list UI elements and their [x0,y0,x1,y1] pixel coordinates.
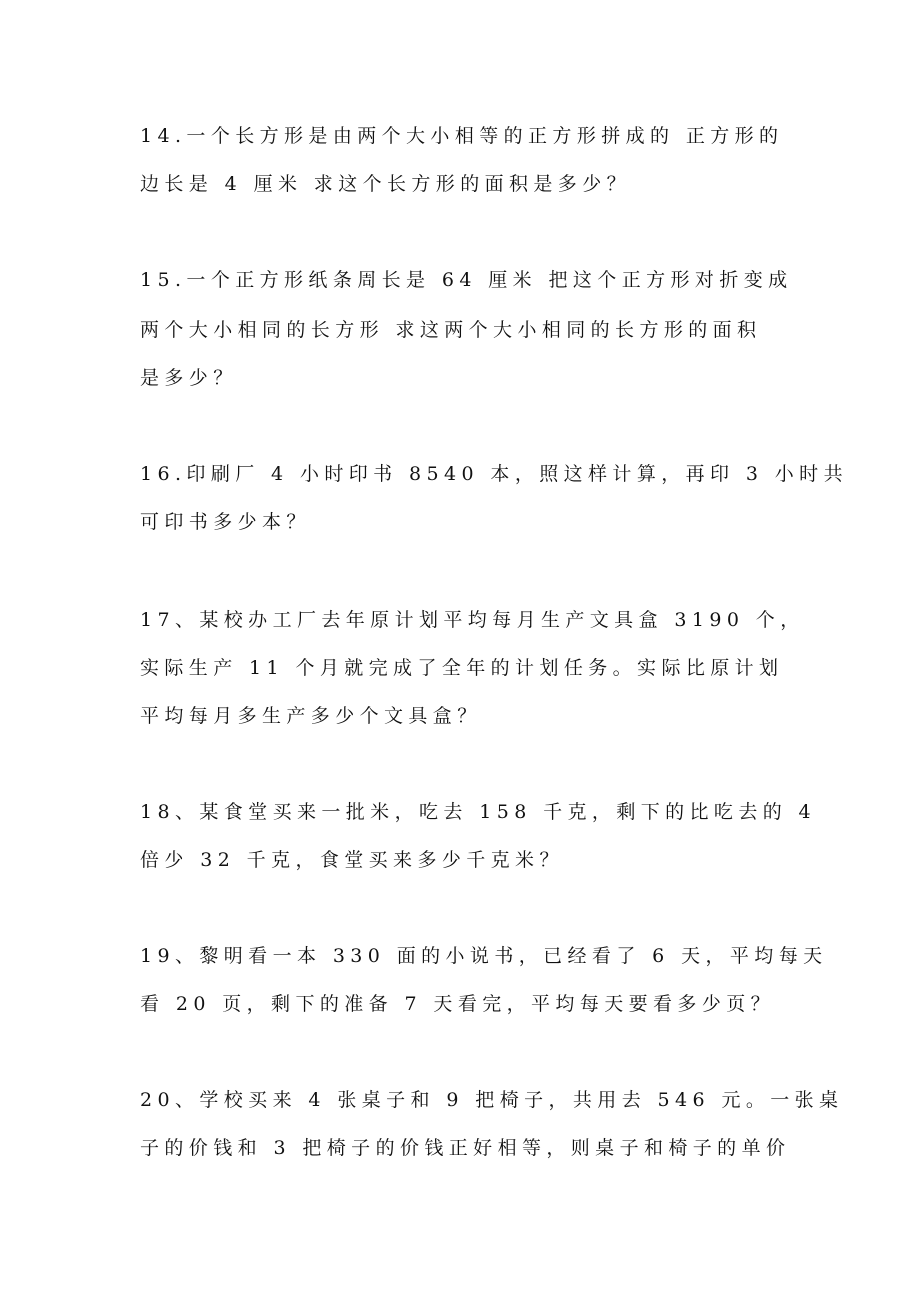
problem-14-line-1: 14.一个长方形是由两个大小相等的正方形拼成的 正方形的 [140,125,784,147]
problem-14-line-2: 边长是 4 厘米 求这个长方形的面积是多少？ [140,173,632,195]
problem-20-line-2: 子的价钱和 3 把椅子的价钱正好相等，则桌子和椅子的单价 [140,1137,791,1159]
problem-18-line-2: 倍少 32 千克，食堂买来多少千克米？ [140,849,564,871]
problem-16-line-2: 可印书多少本？ [140,511,311,533]
problem-15-line-1: 15.一个正方形纸条周长是 64 厘米 把这个正方形对折变成 [140,269,793,291]
problem-20-line-1: 20、学校买来 4 张桌子和 9 把椅子，共用去 546 元。一张桌 [140,1089,844,1111]
problem-15-line-2: 两个大小相同的长方形 求这两个大小相同的长方形的面积 [140,319,762,341]
problem-19-line-2: 看 20 页，剩下的准备 7 天看完，平均每天要看多少页？ [140,993,776,1015]
problem-15-line-3: 是多少？ [140,367,238,389]
problem-17-line-2: 实际生产 11 个月就完成了全年的计划任务。实际比原计划 [140,657,784,679]
problem-16-line-1: 16.印刷厂 4 小时印书 8540 本，照这样计算，再印 3 小时共 [140,463,848,485]
problem-17-line-1: 17、某校办工厂去年原计划平均每月生产文具盒 3190 个， [140,609,805,631]
problem-19-line-1: 19、黎明看一本 330 面的小说书，已经看了 6 天，平均每天 [140,945,828,967]
problem-18-line-1: 18、某食堂买来一批米，吃去 158 千克，剩下的比吃去的 4 [140,801,817,823]
problem-17-line-3: 平均每月多生产多少个文具盒？ [140,705,482,727]
